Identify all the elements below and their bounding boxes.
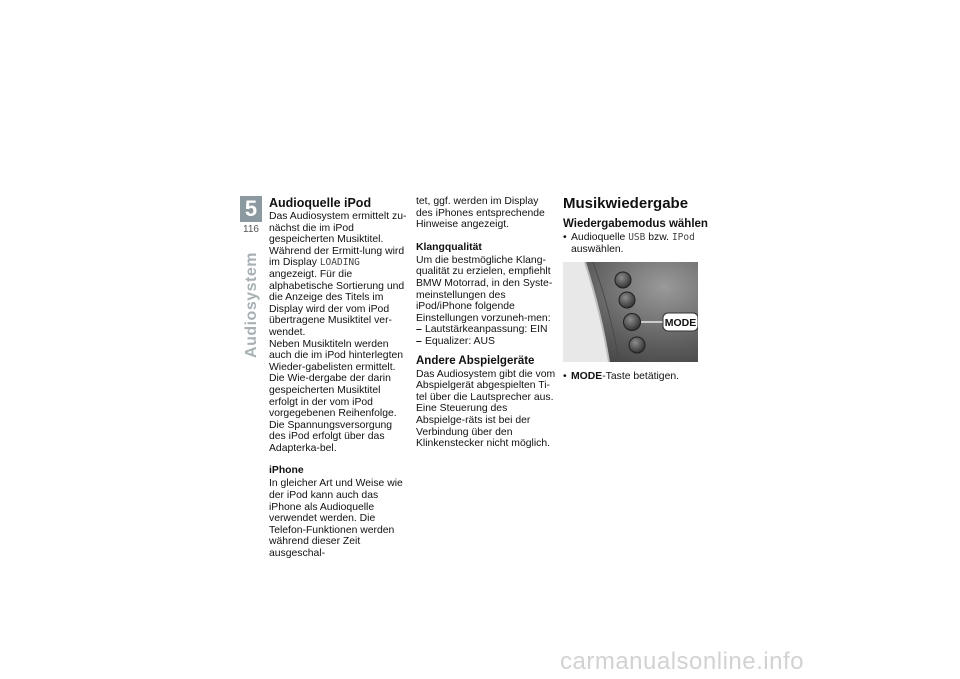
paragraph-sound-quality: Um die bestmögliche Klang-qualität zu erzielen, empfiehlt BMW Motorrad, in den Syste-meinstellungen des iPod/iPhone folgende Einstellungen vorzuneh-men: [416,254,553,324]
heading-musikwiedergabe: Musikwiedergabe [563,195,689,212]
mode-label: MODE [664,317,697,330]
column-3 [563,196,708,382]
heading-andere-abspielgeraete: Andere Abspielgeräte [416,354,535,367]
chapter-title-vertical: Audiosystem [243,252,260,358]
paragraph-iphone: In gleicher Art und Weise wie der iPod kann auch das iPhone als Audioquelle verwendet werden. Die Telefon-Funktionen werden während dieser Zeit ausgeschal- [269,478,403,560]
display-text-ipod: IPod [671,232,695,243]
settings-list [416,324,556,347]
subheading-wiedergabemodus: Wiedergabemodus wählen [563,218,708,230]
paragraph-power-supply: Die Spannungsversorgung des iPod erfolgt über das Adapterka-bel. [269,419,393,454]
mode-button-photo [563,262,698,362]
paragraph-ipod-loading: Das Audiosystem ermittelt zu-nächst die im iPod gespeicherten Musiktitel. Während der Ermitt-lung wird im Display LOADING angezeigt. Für die alphabetische Sortierung und die Anzeige des Titels im Display wird der vom iPod übertragene Musiktitel ver-wendet. [269,211,407,338]
subheading-klangqualitaet: Klangqualität [416,241,482,253]
watermark: carmanualsonline.info [560,648,804,675]
list-item: – Equalizer: AUS [416,336,556,348]
column-2 [416,196,556,450]
instruction-list-2 [563,371,708,383]
display-text-usb: USB [628,232,646,243]
heading-audioquelle-ipod: Audioquelle iPod [269,196,372,210]
list-item: • Audioquelle USB bzw. IPod auswählen. [563,232,708,255]
page-number: 116 [243,224,259,235]
paragraph-iphone-cont: tet, ggf. werden im Display des iPhones entsprechende Hinweise angezeigt. [416,196,545,231]
list-item: • MODE-Taste betätigen. [563,371,708,383]
chapter-number-tab: 5 [240,196,262,222]
paragraph-playlists: Neben Musiktiteln werden auch die im iPod hinterlegten Wieder-gabelisten ermittelt. Die Wie-dergabe der darin gespeicherten Musiktitel erfolgt in der vom iPod vorgegebenen Reihenfolge. [269,338,404,420]
list-item: – Lautstärkeanpassung: EIN [416,324,556,336]
column-1 [269,196,409,560]
subheading-iphone: iPhone [269,465,304,477]
display-text-loading: LOADING [319,257,360,269]
instruction-list-1 [563,232,708,255]
paragraph-other-players: Das Audiosystem gibt die vom Abspielgerät abgespielten Ti-tel über die Lautsprecher aus. Eine Steuerung des Abspielge-räts ist bei der Verbindung über den Klinkenstecker nicht möglich. [416,368,556,450]
